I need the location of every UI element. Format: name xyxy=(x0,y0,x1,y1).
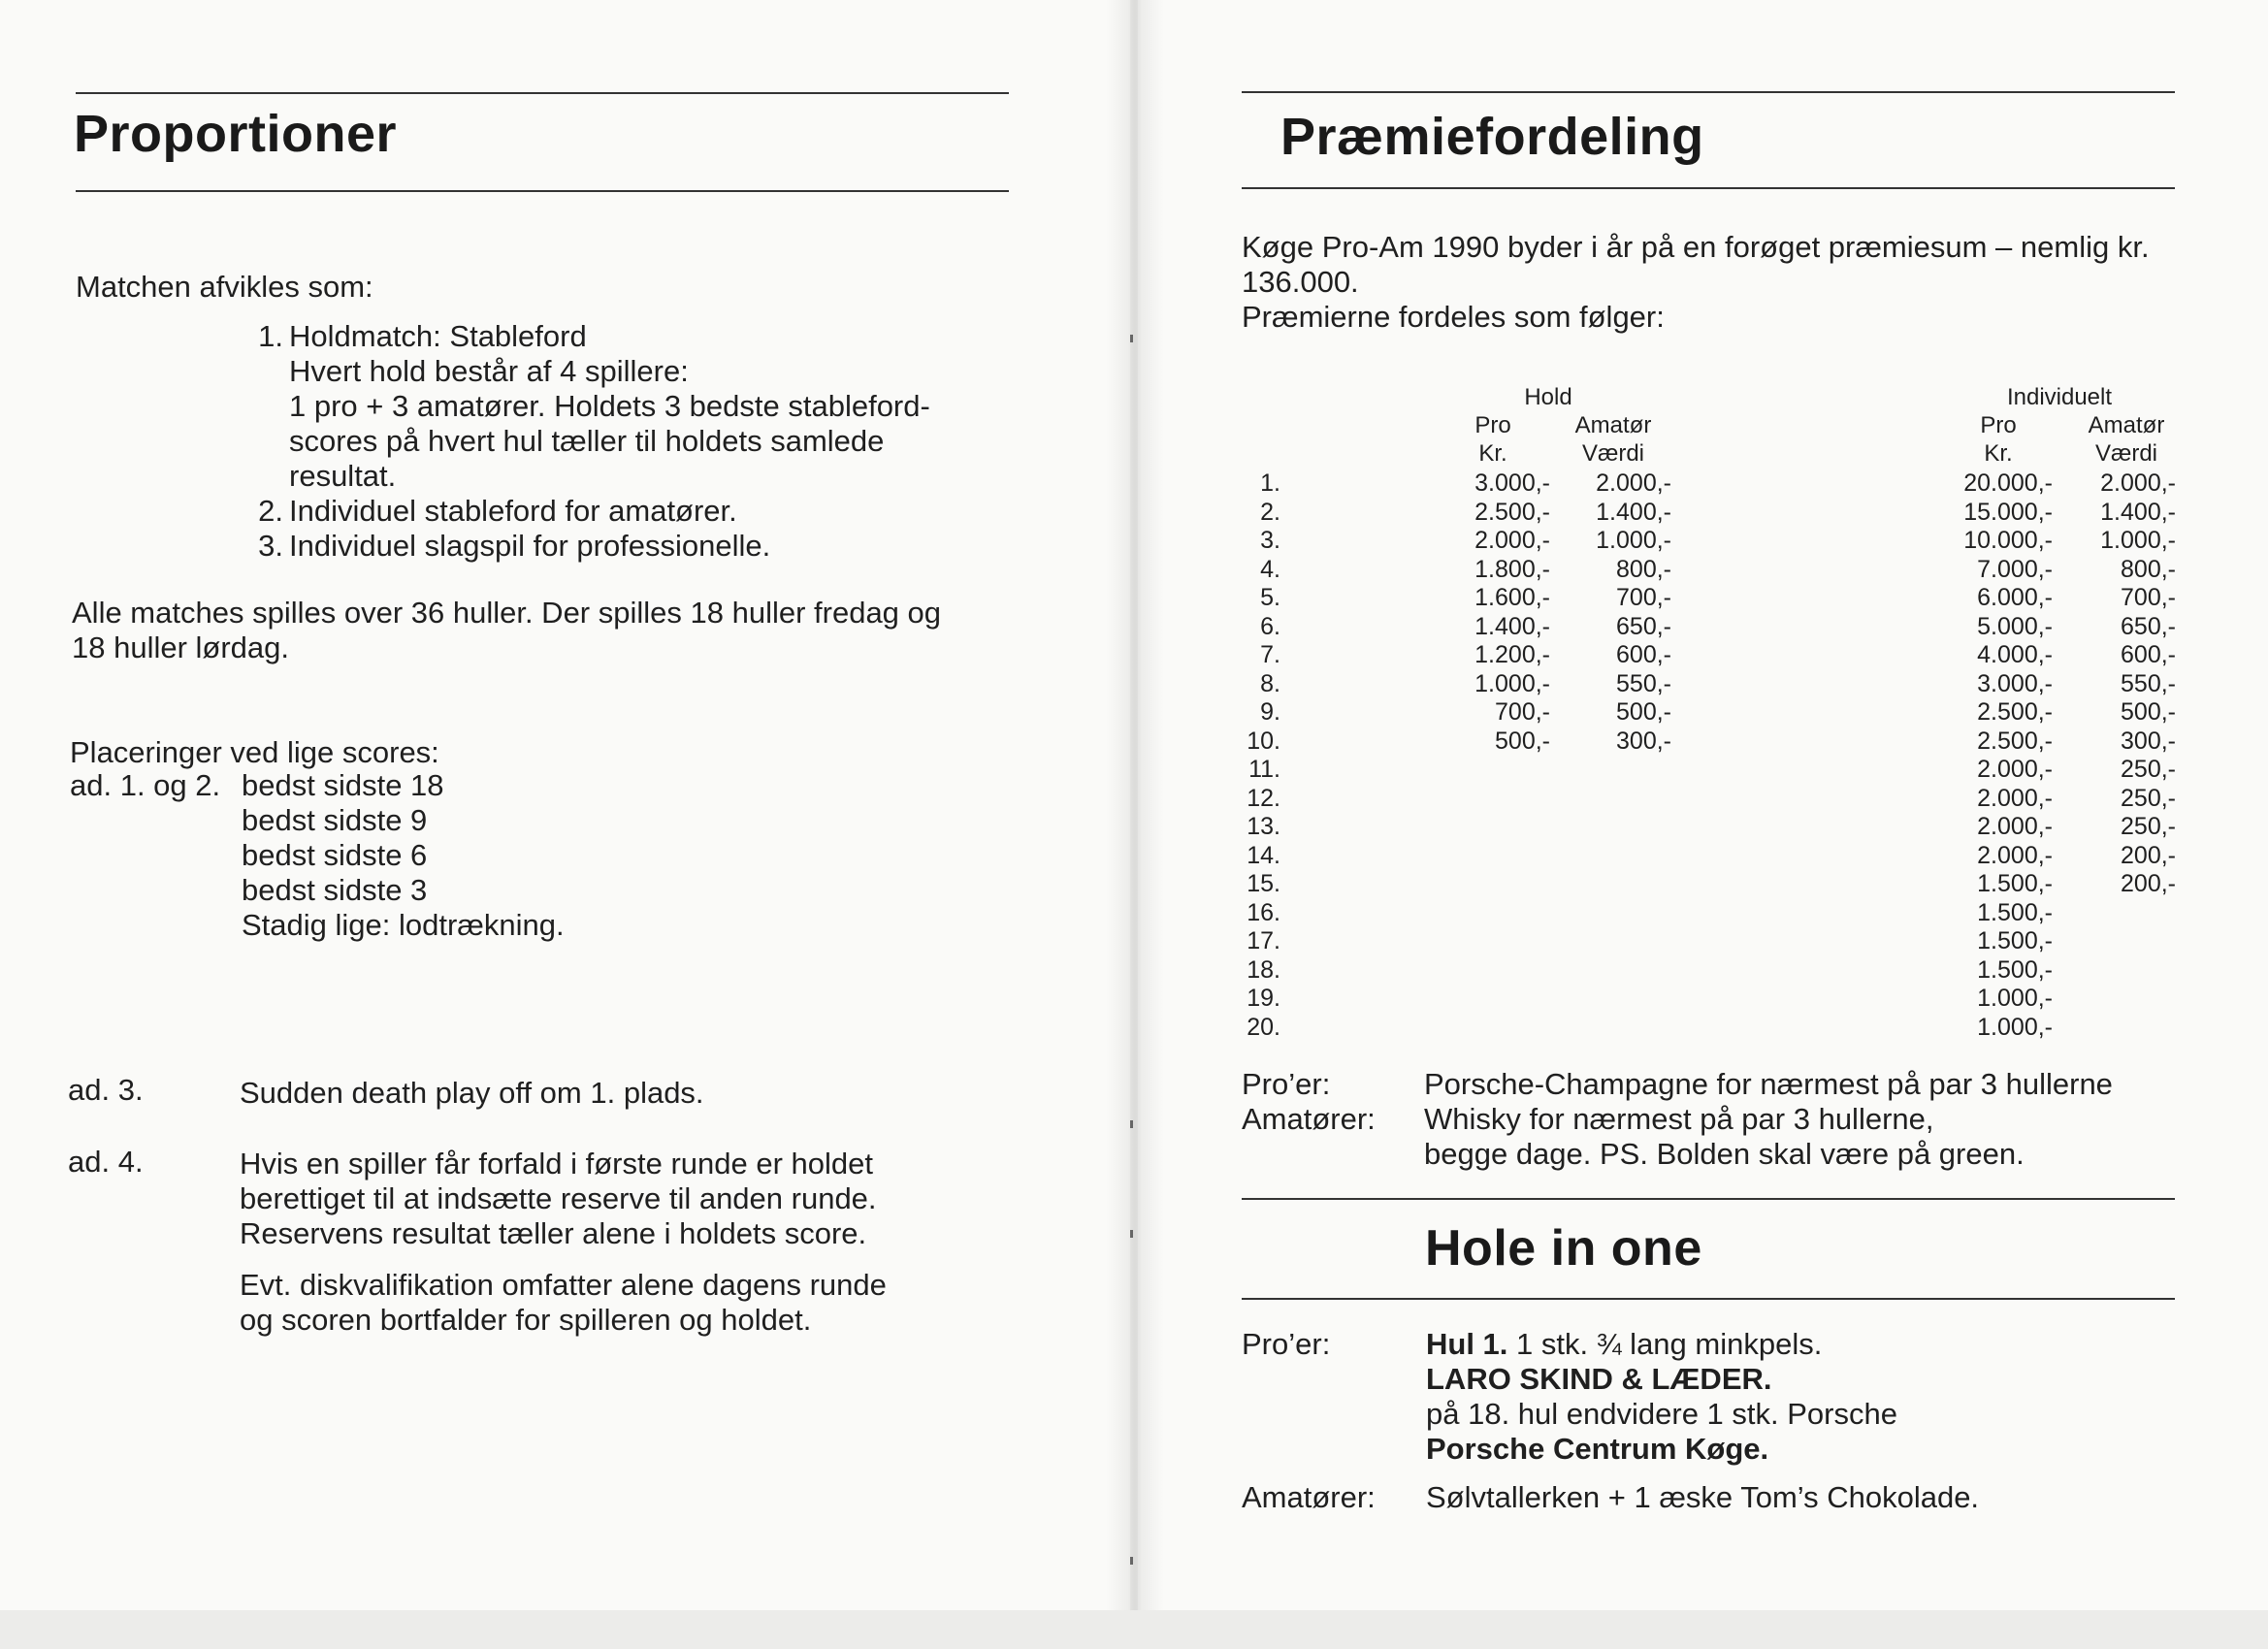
prize-line xyxy=(1426,1327,1897,1362)
table-cell: 3. xyxy=(1260,527,1280,554)
table-cell: 650,- xyxy=(2121,612,2176,640)
table-cell: 3.000,- xyxy=(1977,669,2053,697)
header-ind-pro: Pro xyxy=(1980,412,2017,438)
tiebreak-line: bedst sidste 6 xyxy=(242,838,428,872)
tiebreak-line: bedst sidste 18 xyxy=(242,768,444,802)
table-cell: 1.600,- xyxy=(1474,584,1550,611)
ad3-text: Sudden death play off om 1. plads. xyxy=(240,1076,704,1110)
table-cell: 1.000,- xyxy=(1977,985,2053,1012)
table-cell: 300,- xyxy=(1616,727,1671,755)
table-cell: 7. xyxy=(1260,641,1280,668)
table-cell: 1.400,- xyxy=(1474,612,1550,640)
table-cell: 250,- xyxy=(2121,784,2176,812)
table-cell: 2.000,- xyxy=(1977,784,2053,812)
prize-line: på 18. hul endvidere 1 stk. Porsche xyxy=(1426,1397,1897,1431)
table-cell: 4.000,- xyxy=(1977,641,2053,668)
paragraph-line: Alle matches spilles over 36 huller. Der spilles 18 huller fredag og xyxy=(72,596,942,630)
bonus-amator-label: Amatører: xyxy=(1242,1102,1376,1136)
ad12-label: ad. 1. og 2. xyxy=(70,768,221,802)
table-cell: 2.000,- xyxy=(1977,841,2053,869)
tiebreak-line: bedst sidste 9 xyxy=(242,803,428,837)
bonus-pro-label: Pro’er: xyxy=(1242,1067,1331,1101)
binding-mark xyxy=(1130,1557,1133,1565)
table-cell: 1.500,- xyxy=(1977,955,2053,984)
header-ind-pro-unit: Kr. xyxy=(1984,440,2013,467)
hul-text: 1 stk. ¾ lang minkpels. xyxy=(1507,1327,1823,1361)
header-hold-amator: Amatør xyxy=(1574,412,1652,438)
ad4-extra-paragraph xyxy=(240,1268,887,1338)
paragraph-line: 136.000. xyxy=(1242,265,1359,299)
table-cell: 2.000,- xyxy=(1977,756,2053,783)
sponsor-porsche: Porsche Centrum Køge. xyxy=(1426,1432,1769,1466)
table-cell: 1.400,- xyxy=(2100,498,2176,526)
list-line: Hvert hold består af 4 spillere: xyxy=(289,354,689,388)
table-cell: 7.000,- xyxy=(1977,555,2053,583)
heading-bottom-rule xyxy=(1242,187,2175,189)
header-hold-pro: Pro xyxy=(1474,412,1511,438)
list-number: 3. xyxy=(258,529,283,563)
table-cell: 1.800,- xyxy=(1474,555,1550,583)
tiebreak-rules xyxy=(242,768,565,943)
list-line: Individuel stableford for amatører. xyxy=(289,494,737,528)
table-cell: 5. xyxy=(1260,584,1280,611)
table-cell: 500,- xyxy=(2121,698,2176,726)
header-individuelt: Individuelt xyxy=(2006,384,2113,410)
list-number: 2. xyxy=(258,494,283,528)
table-cell: 500,- xyxy=(1616,698,1671,726)
table-cell: 15.000,- xyxy=(1963,498,2053,526)
table-cell: 1.000,- xyxy=(1474,669,1550,697)
hio-pro-prize xyxy=(1426,1327,1897,1467)
matches-paragraph xyxy=(72,596,941,665)
paragraph-line: Præmierne fordeles som følger: xyxy=(1242,300,1665,334)
hio-pro-label: Pro’er: xyxy=(1242,1327,1331,1361)
list-line: Individuel slagspil for professionelle. xyxy=(289,529,771,563)
table-cell: 500,- xyxy=(1495,727,1550,755)
list-item xyxy=(258,319,930,494)
table-cell: 6.000,- xyxy=(1977,584,2053,611)
header-hold-amator-unit: Værdi xyxy=(1581,440,1645,467)
table-cell: 2.500,- xyxy=(1977,698,2053,726)
list-line: resultat. xyxy=(289,459,397,493)
list-item xyxy=(258,494,930,529)
table-cell: 4. xyxy=(1260,555,1280,583)
table-cell: 8. xyxy=(1260,669,1280,697)
hio-bottom-rule xyxy=(1242,1298,2175,1300)
table-cell: 600,- xyxy=(2121,641,2176,668)
binding-mark xyxy=(1130,1120,1133,1128)
table-cell: 2. xyxy=(1260,498,1280,526)
table-cell: 1.000,- xyxy=(1977,1013,2053,1041)
table-cell: 700,- xyxy=(1495,698,1550,726)
ad4-paragraph xyxy=(240,1147,877,1251)
list-number: 1. xyxy=(258,319,283,353)
table-cell: 5.000,- xyxy=(1977,612,2053,640)
list-line: 1 pro + 3 amatører. Holdets 3 bedste stableford- xyxy=(289,389,930,423)
hole-in-one-title: Hole in one xyxy=(1425,1220,1702,1277)
intro-text: Matchen afvikles som: xyxy=(76,270,373,304)
table-cell: 10. xyxy=(1247,727,1280,755)
paragraph-line: berettiget til at indsætte reserve til anden runde. xyxy=(240,1181,877,1215)
table-cell: 550,- xyxy=(2121,669,2176,697)
left-page xyxy=(0,0,1130,1610)
table-cell: 1.500,- xyxy=(1977,870,2053,897)
table-cell: 650,- xyxy=(1616,612,1671,640)
table-cell: 200,- xyxy=(2121,841,2176,869)
table-cell: 3.000,- xyxy=(1474,469,1550,497)
table-cell: 11. xyxy=(1248,756,1280,783)
page-title-praemiefordeling: Præmiefordeling xyxy=(1280,108,1704,166)
heading-top-rule xyxy=(76,92,1009,94)
table-cell: 20. xyxy=(1247,1013,1280,1041)
hold-amator-column xyxy=(1526,469,1671,756)
ad3-label: ad. 3. xyxy=(68,1073,144,1107)
binding-mark xyxy=(1130,1230,1133,1238)
book-spine xyxy=(1106,0,1164,1610)
table-cell: 1.200,- xyxy=(1474,641,1550,668)
table-cell: 300,- xyxy=(2121,727,2176,755)
table-cell: 20.000,- xyxy=(1963,469,2053,497)
paragraph-line: Hvis en spiller får forfald i første runde er holdet xyxy=(240,1147,873,1180)
header-hold-pro-unit: Kr. xyxy=(1478,440,1507,467)
binding-mark xyxy=(1130,335,1133,342)
match-format-list xyxy=(258,319,930,564)
tiebreak-line: bedst sidste 3 xyxy=(242,873,428,907)
paragraph-line: Whisky for nærmest på par 3 hullerne, xyxy=(1424,1102,1934,1136)
list-line: scores på hvert hul tæller til holdets samlede xyxy=(289,424,885,458)
table-cell: 2.000,- xyxy=(1474,527,1550,554)
table-cell: 250,- xyxy=(2121,756,2176,783)
table-cell: 800,- xyxy=(2121,555,2176,583)
bonus-pro-text: Porsche-Champagne for nærmest på par 3 hullerne xyxy=(1424,1067,2113,1101)
table-cell: 200,- xyxy=(2121,870,2176,897)
hio-amator-label: Amatører: xyxy=(1242,1480,1376,1514)
table-cell: 13. xyxy=(1247,813,1280,840)
paragraph-line: begge dage. PS. Bolden skal være på green. xyxy=(1424,1137,2025,1171)
list-item xyxy=(258,529,930,564)
table-cell: 2.500,- xyxy=(1977,727,2053,755)
paragraph-line: Køge Pro-Am 1990 byder i år på en forøget præmiesum – nemlig kr. xyxy=(1242,230,2150,264)
paragraph-line: og scoren bortfalder for spilleren og holdet. xyxy=(240,1303,812,1337)
list-line: Holdmatch: Stableford xyxy=(289,319,587,353)
table-cell: 2.500,- xyxy=(1474,498,1550,526)
header-ind-amator: Amatør xyxy=(2088,412,2165,438)
placeringer-title: Placeringer ved lige scores: xyxy=(70,735,439,769)
table-cell: 15. xyxy=(1247,870,1280,897)
tiebreak-line: Stadig lige: lodtrækning. xyxy=(242,908,565,942)
table-cell: 2.000,- xyxy=(1977,813,2053,840)
heading-top-rule xyxy=(1242,91,2175,93)
heading-bottom-rule xyxy=(76,190,1009,192)
ad4-label: ad. 4. xyxy=(68,1145,144,1179)
table-cell: 1.000,- xyxy=(1596,527,1671,554)
header-ind-amator-unit: Værdi xyxy=(2094,440,2158,467)
table-cell: 17. xyxy=(1247,927,1280,954)
individual-amator-column xyxy=(2030,469,2176,899)
table-cell: 16. xyxy=(1247,898,1280,926)
table-cell: 9. xyxy=(1260,698,1280,726)
paragraph-line: Evt. diskvalifikation omfatter alene dagens runde xyxy=(240,1268,887,1302)
table-cell: 14. xyxy=(1247,841,1280,869)
bonus-amator-text xyxy=(1424,1102,2025,1172)
page-title-proportioner: Proportioner xyxy=(74,105,398,163)
table-cell: 1.400,- xyxy=(1596,498,1671,526)
hio-top-rule xyxy=(1242,1198,2175,1200)
table-cell: 19. xyxy=(1247,985,1280,1012)
table-cell: 1.500,- xyxy=(1977,898,2053,926)
table-cell: 18. xyxy=(1247,955,1280,984)
sponsor-laro: LARO SKIND & LÆDER. xyxy=(1426,1362,1772,1396)
table-cell: 800,- xyxy=(1616,555,1671,583)
scan-bottom-edge xyxy=(0,1610,2268,1649)
table-cell: 1.500,- xyxy=(1977,927,2053,954)
paragraph-line: 18 huller lørdag. xyxy=(72,630,290,664)
table-cell: 2.000,- xyxy=(1596,469,1671,497)
rank-column xyxy=(1232,469,1280,1042)
hul-label: Hul 1. xyxy=(1426,1327,1508,1361)
table-cell: 250,- xyxy=(2121,813,2176,840)
table-cell: 2.000,- xyxy=(2100,469,2176,497)
header-hold: Hold xyxy=(1524,384,1572,410)
table-cell: 700,- xyxy=(2121,584,2176,611)
table-cell: 600,- xyxy=(1616,641,1671,668)
table-cell: 6. xyxy=(1260,612,1280,640)
table-cell: 700,- xyxy=(1616,584,1671,611)
table-cell: 1. xyxy=(1260,469,1280,497)
table-cell: 1.000,- xyxy=(2100,527,2176,554)
table-cell: 10.000,- xyxy=(1963,527,2053,554)
hio-amator-prize: Sølvtallerken + 1 æske Tom’s Chokolade. xyxy=(1426,1480,1980,1514)
paragraph-line: Reservens resultat tæller alene i holdets score. xyxy=(240,1216,867,1250)
prize-intro xyxy=(1242,230,2150,335)
table-cell: 12. xyxy=(1247,784,1280,812)
table-cell: 550,- xyxy=(1616,669,1671,697)
